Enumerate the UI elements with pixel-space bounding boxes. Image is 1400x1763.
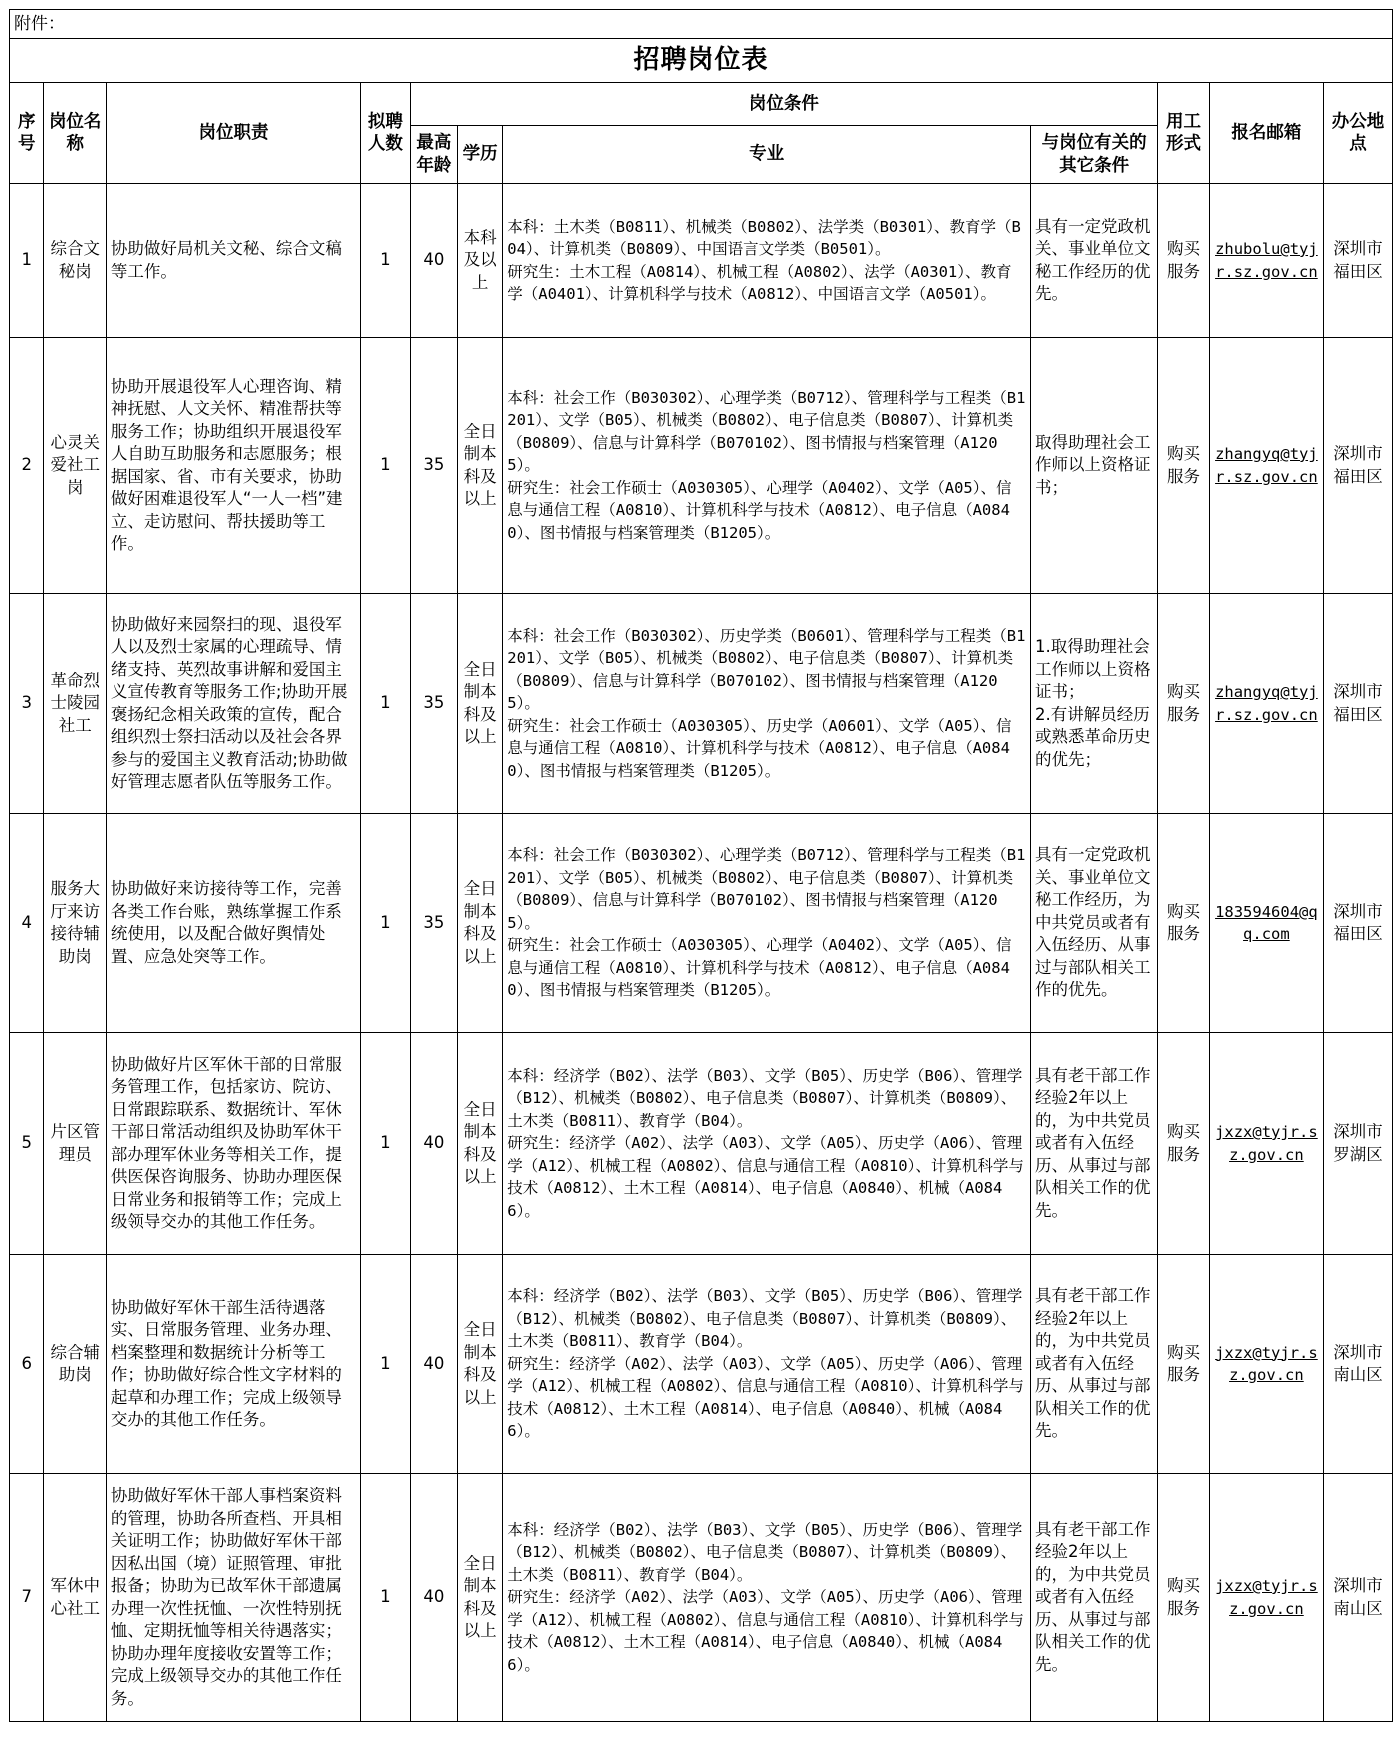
row-seq: 6 [10,1255,44,1474]
row-post-name: 综合文秘岗 [44,184,106,338]
row-count: 1 [361,1474,411,1722]
header-count: 拟聘人数 [361,83,411,184]
row-max-age: 35 [410,594,457,814]
row-location: 深圳市南山区 [1323,1474,1392,1722]
row-employment: 购买服务 [1158,1474,1210,1722]
row-employment: 购买服务 [1158,1033,1210,1255]
header-major: 专业 [503,126,1031,184]
row-count: 1 [361,1255,411,1474]
header-max-age: 最高年龄 [410,126,457,184]
row-duty: 协助开展退役军人心理咨询、精神抚慰、人文关怀、精准帮扶等服务工作；协助组织开展退役军人自助互助服务和志愿服务；根据国家、省、市有关要求，协助做好困难退役军人“一人一档”建立、走访慰问、帮扶援助等工作。 [106,338,360,594]
table-row [10,338,1393,594]
row-max-age: 40 [410,184,457,338]
row-other-conditions: 取得助理社会工作师以上资格证书； [1031,338,1158,594]
row-duty: 协助做好来访接待等工作，完善各类工作台账，熟练掌握工作系统使用，以及配合做好舆情处置、应急处突等工作。 [106,814,360,1033]
row-other-conditions: 具有老干部工作经验2年以上的，为中共党员或者有入伍经历、从事过与部队相关工作的优先。 [1031,1033,1158,1255]
row-employment: 购买服务 [1158,594,1210,814]
row-count: 1 [361,594,411,814]
row-email[interactable]: zhangyq@tyjr.sz.gov.cn [1209,594,1323,814]
row-seq: 3 [10,594,44,814]
row-employment: 购买服务 [1158,814,1210,1033]
row-email[interactable]: zhangyq@tyjr.sz.gov.cn [1209,338,1323,594]
header-conditions: 岗位条件 [410,83,1157,126]
row-location: 深圳市福田区 [1323,184,1392,338]
row-count: 1 [361,338,411,594]
row-max-age: 40 [410,1033,457,1255]
row-max-age: 40 [410,1474,457,1722]
row-employment: 购买服务 [1158,1255,1210,1474]
header-employment: 用工形式 [1158,83,1210,184]
header-post-name: 岗位名称 [44,83,106,184]
row-employment: 购买服务 [1158,338,1210,594]
row-seq: 2 [10,338,44,594]
row-seq: 5 [10,1033,44,1255]
row-seq: 7 [10,1474,44,1722]
row-email[interactable]: zhubolu@tyjr.sz.gov.cn [1209,184,1323,338]
row-location: 深圳市福田区 [1323,338,1392,594]
table-row [10,594,1393,814]
row-seq: 1 [10,184,44,338]
row-count: 1 [361,184,411,338]
row-post-name: 军休中心社工 [44,1474,106,1722]
row-max-age: 40 [410,1255,457,1474]
table-row [10,1255,1393,1474]
row-count: 1 [361,814,411,1033]
header-email: 报名邮箱 [1209,83,1323,184]
header-other: 与岗位有关的其它条件 [1031,126,1158,184]
row-education: 全日制本科及以上 [458,1033,503,1255]
table-row [10,814,1393,1033]
row-email[interactable]: jxzx@tyjr.sz.gov.cn [1209,1255,1323,1474]
row-email[interactable]: jxzx@tyjr.sz.gov.cn [1209,1474,1323,1722]
row-post-name: 革命烈士陵园社工 [44,594,106,814]
row-other-conditions: 1.取得助理社会工作师以上资格证书； 2.有讲解员经历或熟悉革命历史的优先； [1031,594,1158,814]
row-education: 全日制本科及以上 [458,1474,503,1722]
row-duty: 协助做好军休干部人事档案资料的管理，协助各所查档、开具相关证明工作；协助做好军休干部因私出国（境）证照管理、审批报备；协助为已故军休干部遗属办理一次性抚恤、一次性特别抚恤、定期抚恤等相关待遇落实；协助办理年度接收安置等工作；完成上级领导交办的其他工作任务。 [106,1474,360,1722]
table-row [10,1033,1393,1255]
table-row [10,184,1393,338]
row-post-name: 服务大厅来访接待辅助岗 [44,814,106,1033]
table-row [10,1474,1393,1722]
row-email[interactable]: 183594604@qq.com [1209,814,1323,1033]
header-education: 学历 [458,126,503,184]
row-duty: 协助做好局机关文秘、综合文稿等工作。 [106,184,360,338]
row-location: 深圳市南山区 [1323,1255,1392,1474]
attachment-label: 附件： [10,10,1393,39]
row-major: 本科：经济学（B02）、法学（B03）、文学（B05）、历史学（B06）、管理学（B12）、机械类（B0802）、电子信息类（B0807）、计算机类（B0809）、土木类（B0811）、教育学（B04）。 研究生：经济学（A02）、法学（A03）、文学（A05）、历史学（A06）、管理学（A12）、机械工程（A0802）、信息与通信工程（A0810）、计算机科学与技术（A0812）、土木工程（A0814）、电子信息（A0840）、机械（A0846）。 [503,1033,1031,1255]
row-seq: 4 [10,814,44,1033]
row-education: 本科及以上 [458,184,503,338]
header-duty: 岗位职责 [106,83,360,184]
row-duty: 协助做好片区军休干部的日常服务管理工作，包括家访、院访、日常跟踪联系、数据统计、军休干部日常活动组织及协助军休干部办理军休业务等相关工作，提供医保咨询服务、协助办理医保日常业务和报销等工作；完成上级领导交办的其他工作任务。 [106,1033,360,1255]
row-other-conditions: 具有一定党政机关、事业单位文秘工作经历的优先。 [1031,184,1158,338]
row-education: 全日制本科及以上 [458,594,503,814]
row-major: 本科：经济学（B02）、法学（B03）、文学（B05）、历史学（B06）、管理学（B12）、机械类（B0802）、电子信息类（B0807）、计算机类（B0809）、土木类（B0811）、教育学（B04）。 研究生：经济学（A02）、法学（A03）、文学（A05）、历史学（A06）、管理学（A12）、机械工程（A0802）、信息与通信工程（A0810）、计算机科学与技术（A0812）、土木工程（A0814）、电子信息（A0840）、机械（A0846）。 [503,1255,1031,1474]
row-count: 1 [361,1033,411,1255]
row-other-conditions: 具有老干部工作经验2年以上的，为中共党员或者有入伍经历、从事过与部队相关工作的优先。 [1031,1255,1158,1474]
row-duty: 协助做好军休干部生活待遇落实、日常服务管理、业务办理、档案整理和数据统计分析等工作；协助做好综合性文字材料的起草和办理工作；完成上级领导交办的其他工作任务。 [106,1255,360,1474]
row-post-name: 片区管理员 [44,1033,106,1255]
row-other-conditions: 具有一定党政机关、事业单位文秘工作经历，为中共党员或者有入伍经历、从事过与部队相关工作的优先。 [1031,814,1158,1033]
header-seq: 序号 [10,83,44,184]
row-max-age: 35 [410,338,457,594]
row-education: 全日制本科及以上 [458,1255,503,1474]
row-post-name: 综合辅助岗 [44,1255,106,1474]
recruitment-table-page [9,9,1393,1722]
row-location: 深圳市福田区 [1323,814,1392,1033]
row-major: 本科：社会工作（B030302）、历史学类（B0601）、管理科学与工程类（B1201）、文学（B05）、机械类（B0802）、电子信息类（B0807）、计算机类（B0809）、信息与计算科学（B070102）、图书情报与档案管理（A1205）。 研究生：社会工作硕士（A030305）、历史学（A0601）、文学（A05）、信息与通信工程（A0810）、计算机科学与技术（A0812）、电子信息（A0840）、图书情报与档案管理类（B1205）。 [503,594,1031,814]
row-duty: 协助做好来园祭扫的现、退役军人以及烈士家属的心理疏导、情绪支持、英烈故事讲解和爱国主义宣传教育等服务工作;协助开展褒扬纪念相关政策的宣传，配合组织烈士祭扫活动以及社会各界参与的爱国主义教育活动;协助做好管理志愿者队伍等服务工作。 [106,594,360,814]
recruitment-table [9,9,1393,1722]
row-major: 本科：经济学（B02）、法学（B03）、文学（B05）、历史学（B06）、管理学（B12）、机械类（B0802）、电子信息类（B0807）、计算机类（B0809）、土木类（B0811）、教育学（B04）。 研究生：经济学（A02）、法学（A03）、文学（A05）、历史学（A06）、管理学（A12）、机械工程（A0802）、信息与通信工程（A0810）、计算机科学与技术（A0812）、土木工程（A0814）、电子信息（A0840）、机械（A0846）。 [503,1474,1031,1722]
header-location: 办公地点 [1323,83,1392,184]
row-email[interactable]: jxzx@tyjr.sz.gov.cn [1209,1033,1323,1255]
row-major: 本科：社会工作（B030302）、心理学类（B0712）、管理科学与工程类（B1201）、文学（B05）、机械类（B0802）、电子信息类（B0807）、计算机类（B0809）、信息与计算科学（B070102）、图书情报与档案管理（A1205）。 研究生：社会工作硕士（A030305）、心理学（A0402）、文学（A05）、信息与通信工程（A0810）、计算机科学与技术（A0812）、电子信息（A0840）、图书情报与档案管理类（B1205）。 [503,814,1031,1033]
page-title: 招聘岗位表 [10,39,1393,83]
row-employment: 购买服务 [1158,184,1210,338]
row-major: 本科：社会工作（B030302）、心理学类（B0712）、管理科学与工程类（B1201）、文学（B05）、机械类（B0802）、电子信息类（B0807）、计算机类（B0809）、信息与计算科学（B070102）、图书情报与档案管理（A1205）。 研究生：社会工作硕士（A030305）、心理学（A0402）、文学（A05）、信息与通信工程（A0810）、计算机科学与技术（A0812）、电子信息（A0840）、图书情报与档案管理类（B1205）。 [503,338,1031,594]
row-location: 深圳市福田区 [1323,594,1392,814]
row-post-name: 心灵关爱社工岗 [44,338,106,594]
row-education: 全日制本科及以上 [458,814,503,1033]
row-education: 全日制本科及以上 [458,338,503,594]
row-location: 深圳市罗湖区 [1323,1033,1392,1255]
row-major: 本科：土木类（B0811）、机械类（B0802）、法学类（B0301）、教育学（B04）、计算机类（B0809）、中国语言文学类（B0501）。 研究生：土木工程（A0814）、机械工程（A0802）、法学（A0301）、教育学（A0401）、计算机科学与技术（A0812）、中国语言文学（A0501）。 [503,184,1031,338]
row-max-age: 35 [410,814,457,1033]
row-other-conditions: 具有老干部工作经验2年以上的，为中共党员或者有入伍经历、从事过与部队相关工作的优先。 [1031,1474,1158,1722]
